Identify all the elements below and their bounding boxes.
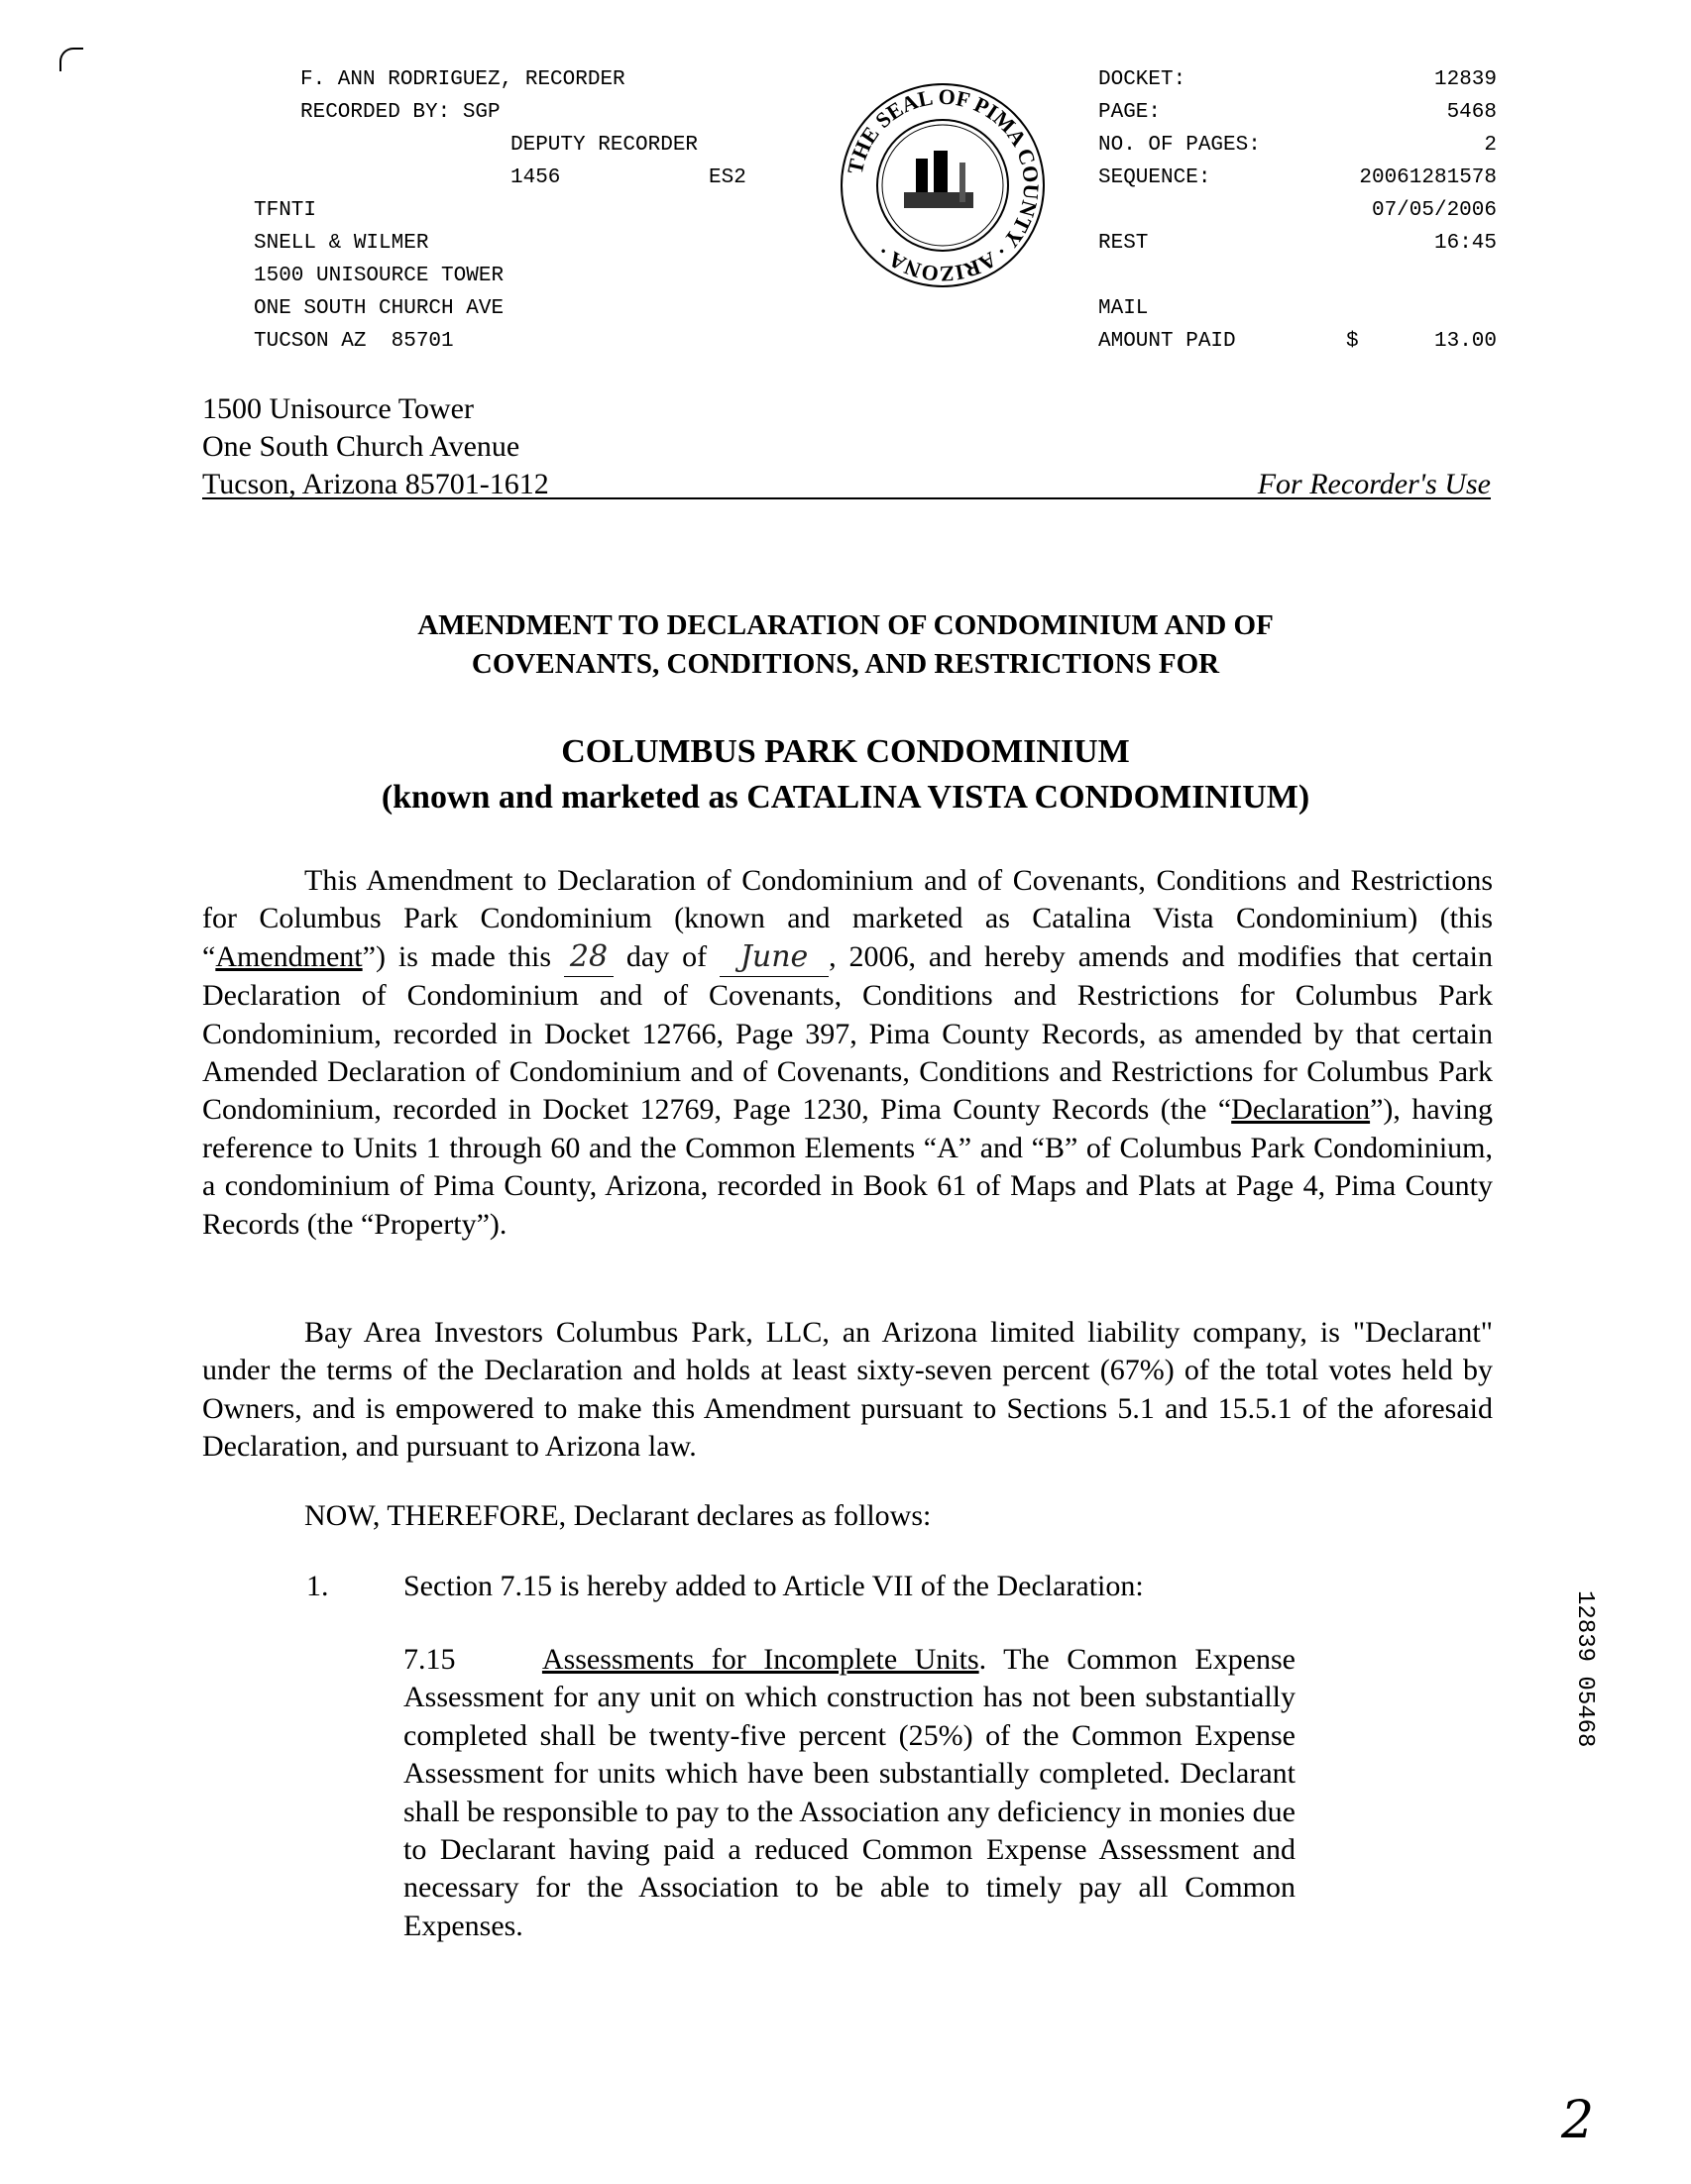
amount-label: AMOUNT PAID [1098,330,1236,353]
document-title-line1: AMENDMENT TO DECLARATION OF CONDOMINIUM AND OF [417,609,1274,641]
handwritten-month: June [720,938,829,977]
sequence-value: 20061281578 [1359,166,1497,189]
amount-currency: $ [1346,330,1359,353]
paragraph-recitals: This Amendment to Declaration of Condominium and of Covenants, Conditions and Restrictions for Columbus Park Condominium (known and marketed as Catalina Vista Condominium) (this “Amendment”) is made this 28 day of June , 2006, and hereby amends and modifies that certain Declaration of Condominium and of Covenants, Conditions and Restrictions for Columbus Park Condominium, recorded in Docket 12766, Page 397, Pima County Records, as amended by that certain Amended Declaration of Condominium and of Covenants, Conditions and Restrictions for Columbus Park Condominium, recorded in Docket 12769, Page 1230, Pima County Records (the “Declaration”), having reference to Units 1 through 60 and the Common Elements “A” and “B” of Columbus Park Condominium, a condominium of Pima County, Arizona, recorded in Book 61 of Maps and Plats at Page 4, Pima County Records (the “Property”). [202,864,1493,1241]
sequence-label: SEQUENCE: [1098,166,1211,189]
rest-label: REST [1098,232,1149,255]
pages-label: NO. OF PAGES: [1098,134,1261,157]
record-date: 07/05/2006 [1371,199,1497,222]
address-line: 1500 Unisource Tower [202,392,474,425]
recorded-by: RECORDED BY: SGP [300,101,501,124]
station-id: ES2 [709,166,746,189]
docket-label: DOCKET: [1098,68,1186,91]
return-line: TFNTI [254,199,317,222]
recorders-use-label: For Recorder's Use [1257,468,1491,500]
side-stamp: 12839 05468 [1571,1590,1598,1748]
section-7-15: 7.15 Assessments for Incomplete Units. The Common Expense Assessment for any unit on which construction has not been substantially completed shall be twenty-five percent (25%) of the Common Expense Assessment for units which have been substantially completed. Declarant shall be responsible to pay to the Association any deficiency in monies due to Declarant having paid a reduced Common Expense Assessment and necessary for the Association to be able to timely pay all Common Expenses. [403,1643,1296,1942]
divider [202,497,1491,499]
address-line: Tucson, Arizona 85701-1612 [202,468,549,500]
paragraph-now-therefore: NOW, THEREFORE, Declarant declares as follows: [304,1499,932,1532]
mail-label: MAIL [1098,297,1149,320]
scan-mark [59,48,83,71]
address-line: One South Church Avenue [202,430,520,463]
recorder-name: F. ANN RODRIGUEZ, RECORDER [300,68,625,91]
item-number: 1. [306,1570,329,1602]
return-line: SNELL & WILMER [254,232,429,255]
return-line: ONE SOUTH CHURCH AVE [254,297,505,320]
return-line: 1500 UNISOURCE TOWER [254,265,505,287]
page-value: 5468 [1446,101,1497,124]
condominium-name: COLUMBUS PARK CONDOMINIUM [561,733,1130,770]
deputy-recorder: DEPUTY RECORDER [510,134,699,157]
page-label: PAGE: [1098,101,1162,124]
item-text: Section 7.15 is hereby added to Article VII of the Declaration: [403,1570,1144,1602]
return-line: TUCSON AZ 85701 [254,330,454,353]
deputy-id: 1456 [510,166,561,189]
pages-value: 2 [1484,134,1497,157]
paragraph-declarant: Bay Area Investors Columbus Park, LLC, an Arizona limited liability company, is "Declarant" under the terms of the Declaration and holds at least sixty-seven percent (67%) of the total votes held by Owners, and is empowered to make this Amendment pursuant to Sections 5.1 and 15.5.1 of the aforesaid Declaration, and pursuant to Arizona law. [202,1316,1493,1464]
amount-value: 13.00 [1433,330,1497,353]
record-time: 16:45 [1433,232,1497,255]
docket-value: 12839 [1433,68,1497,91]
condominium-alias: (known and marketed as CATALINA VISTA CONDOMINIUM) [381,779,1310,816]
handwritten-day: 28 [564,938,614,977]
document-title-line2: COVENANTS, CONDITIONS, AND RESTRICTIONS FOR [471,648,1220,680]
handwritten-page-number: 2 [1561,2091,1595,2150]
svg-text:THE SEAL OF PIMA COUNTY · ARIZ: THE SEAL OF PIMA COUNTY · ARIZONA · [842,83,1045,287]
pima-county-seal [839,81,1047,289]
